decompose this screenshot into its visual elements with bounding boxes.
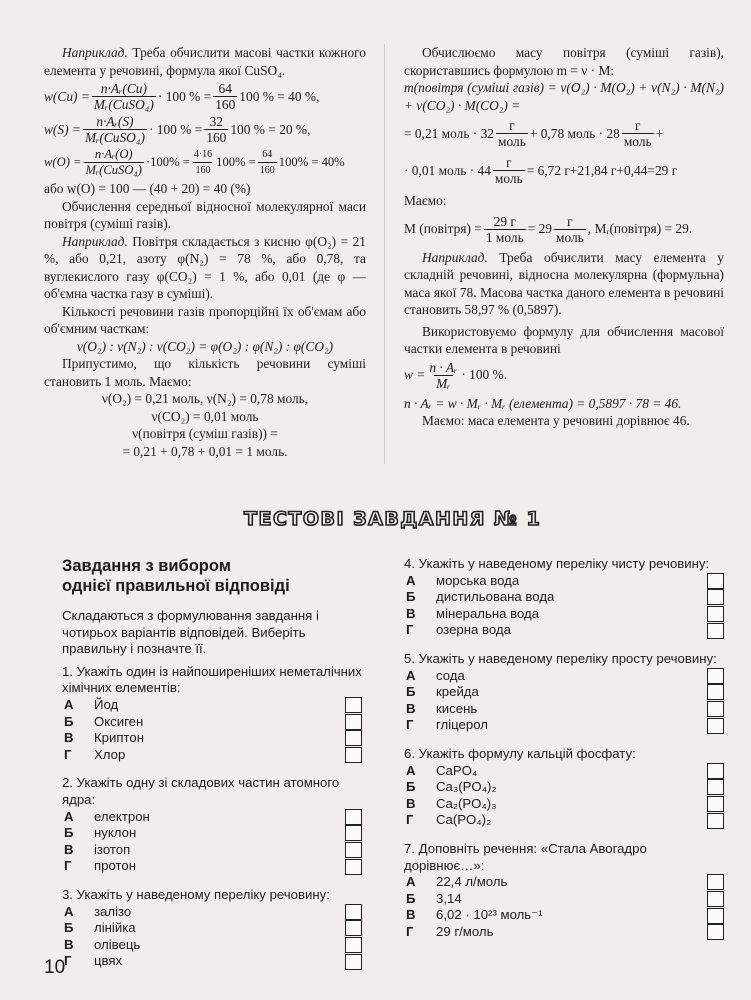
formula-numerator: n · Aᵣ: [429, 359, 458, 375]
formula-end: 100% = 40%: [278, 154, 345, 169]
option-text: кисень: [436, 700, 478, 716]
question-block: [62, 664, 362, 764]
example-lead: Наприклад.: [422, 249, 488, 265]
option-text: крейда: [436, 684, 479, 700]
tests-heading: [62, 556, 362, 596]
answer-checkbox[interactable]: [707, 606, 724, 622]
option-text: 22,4 л/моль: [436, 874, 508, 890]
formula-part: +: [655, 125, 664, 141]
option-letter: В: [64, 841, 74, 857]
question-gap: [62, 763, 362, 775]
formula-numerator: 64: [218, 81, 232, 96]
answer-checkbox[interactable]: [707, 891, 724, 907]
answer-checkbox[interactable]: [707, 701, 724, 717]
theory-right-column: [404, 44, 724, 430]
formula-part: + 0,78 моль · 28: [529, 125, 620, 141]
option-text: гліцерол: [436, 717, 488, 733]
option-letter: Б: [64, 713, 74, 729]
option-text: залізо: [94, 903, 132, 919]
option-letter: Б: [406, 684, 416, 700]
formula-mid: · 100 % =: [157, 88, 212, 104]
tests-heading-line1: Завдання з вибором: [62, 557, 231, 575]
answer-option[interactable]: [404, 874, 724, 891]
answer-option[interactable]: [62, 730, 362, 747]
question-text: 2. Укажіть одну зі складових частин атомного ядра:: [62, 775, 340, 807]
theory-left-column: [44, 44, 366, 460]
answer-option[interactable]: [62, 714, 362, 731]
answer-option[interactable]: [62, 858, 362, 875]
option-text: мінеральна вода: [436, 605, 540, 621]
option-letter: Б: [406, 890, 416, 906]
option-letter: Б: [406, 589, 416, 605]
moles-line-2: ν(CO₂) = 0,01 моль: [151, 408, 259, 424]
answer-option[interactable]: [404, 589, 724, 606]
answer-option[interactable]: [62, 953, 362, 970]
question-gap: [404, 639, 724, 651]
air-mass-heading: Обчислення середньої відносної молекулярної маси повітря (суміші газів).: [44, 198, 366, 231]
example-text: Повітря складається з кисню φ(O₂) = 21 %, або 0,21, азоту φ(N₂) = 78 %, або 0,78, та вуглекислого газу φ(CO₂) = 1 %, або 0,01 (де φ — об'ємна частка газу в суміші).: [44, 233, 366, 301]
option-text: дистильована вода: [436, 589, 555, 605]
formula-part: , Mᵣ(повітря) = 29.: [587, 221, 693, 237]
answer-checkbox[interactable]: [345, 904, 362, 920]
option-letter: В: [406, 907, 416, 923]
option-text: озерна вода: [436, 622, 511, 638]
proportion-text: Кількості речовини газів пропорційні їх об'ємам або об'ємним часткам:: [44, 303, 366, 336]
answer-checkbox[interactable]: [707, 779, 724, 795]
answer-checkbox[interactable]: [707, 813, 724, 829]
option-text: ізотоп: [94, 841, 131, 857]
option-letter: Г: [64, 746, 72, 762]
tests-banner: ТЕСТОВІ ЗАВДАННЯ № 1: [244, 508, 542, 530]
option-text: Оксиген: [94, 713, 144, 729]
formula-end: 100 % = 20 %,: [230, 121, 311, 137]
answer-checkbox[interactable]: [345, 859, 362, 875]
answer-checkbox[interactable]: [707, 718, 724, 734]
answer-checkbox[interactable]: [345, 809, 362, 825]
tests-heading-line2: однієї правильної відповіді: [62, 577, 290, 595]
formula-w-s: [44, 114, 366, 145]
answer-option[interactable]: [62, 842, 362, 859]
option-text: CaPO₄: [436, 762, 478, 778]
formula-denominator: 1 моль: [485, 229, 524, 245]
use-formula-text: Використовуємо формулу для обчислення масової частки елемента в речовині: [404, 323, 724, 356]
question-text: 1. Укажіть один із найпоширеніших неметалічних хімічних елементів:: [62, 663, 362, 696]
answer-checkbox[interactable]: [707, 924, 724, 940]
tests-intro: Складаються з формулювання завдання і чотирьох варіантів відповідей. Виберіть правильну і позначте її.: [62, 608, 319, 657]
question-block: [404, 651, 724, 734]
option-letter: Б: [64, 825, 74, 841]
option-text: нуклон: [94, 825, 137, 841]
assumption-text: Припустимо, що кількість речовини суміші становить 1 моль. Маємо:: [44, 356, 366, 389]
answer-checkbox[interactable]: [707, 908, 724, 924]
option-letter: В: [406, 605, 416, 621]
option-letter: А: [406, 572, 416, 588]
formula-denominator: 160: [206, 130, 227, 145]
option-letter: Г: [406, 717, 414, 733]
element-mass-result: Маємо: маса елемента у речовині дорівнює 46.: [422, 413, 690, 428]
answer-checkbox[interactable]: [707, 589, 724, 605]
example-paragraph-3: [404, 249, 724, 319]
formula-denominator: 160: [258, 162, 277, 178]
option-letter: А: [64, 903, 74, 919]
option-letter: В: [64, 936, 74, 952]
air-mass-calc-1: [404, 118, 724, 149]
formula-numerator: 32: [209, 114, 223, 129]
option-text: 3,14: [436, 890, 462, 906]
formula-lhs: w(O) =: [44, 154, 82, 169]
formula-denominator: 160: [193, 162, 212, 178]
air-mass-calc-2: [404, 155, 724, 186]
answer-checkbox[interactable]: [345, 842, 362, 858]
option-text: 6,02 · 10²³ моль⁻¹: [436, 907, 543, 923]
answer-option[interactable]: [404, 812, 724, 829]
question-block: [404, 556, 724, 639]
answer-checkbox[interactable]: [707, 874, 724, 890]
option-letter: Г: [64, 858, 72, 874]
formula-denominator: моль: [623, 134, 652, 149]
formula-part: = 29: [527, 221, 552, 237]
question-text: 5. Укажіть у наведеному переліку просту речовину:: [404, 650, 717, 666]
formula-w-o: [44, 147, 366, 178]
column-divider: [384, 44, 385, 464]
example-text: Треба обчислити масу елемента у складній речовині, відносна молекулярна (формульна) маса якої 78. Масова частка даного елемента в речовині становить 58,97 % (0,5897).: [404, 249, 724, 317]
formula-denominator: Mᵣ(CuSO₄): [93, 97, 154, 112]
left-question-list: [62, 664, 362, 970]
option-text: протон: [94, 858, 137, 874]
formula-w-cu: [44, 81, 366, 112]
formula-mid: 100% =: [216, 154, 256, 169]
answer-option[interactable]: [62, 937, 362, 954]
answer-checkbox[interactable]: [345, 747, 362, 763]
formula-denominator: моль: [555, 229, 584, 245]
formula-numerator: 4·16: [193, 149, 213, 160]
question-gap: [404, 829, 724, 841]
option-letter: Б: [64, 920, 74, 936]
formula-numerator: 64: [262, 149, 273, 160]
answer-checkbox[interactable]: [707, 796, 724, 812]
formula-denominator: моль: [498, 134, 526, 149]
formula-part: = 6,72 г+21,84 г+0,44=29 г: [526, 162, 678, 178]
option-text: сода: [436, 667, 465, 683]
answer-option[interactable]: [62, 920, 362, 937]
formula-mid: ·100% =: [145, 154, 190, 169]
answer-checkbox[interactable]: [345, 714, 362, 730]
formula-numerator: г: [634, 118, 641, 133]
question-gap: [404, 734, 724, 746]
moles-line-4: = 0,21 + 0,78 + 0,01 = 1 моль.: [122, 443, 288, 459]
answer-checkbox[interactable]: [345, 697, 362, 713]
question-gap: [62, 875, 362, 887]
answer-option[interactable]: [404, 891, 724, 908]
moles-line-3: ν(повітря (суміш газів)) =: [132, 426, 278, 441]
answer-checkbox[interactable]: [345, 954, 362, 970]
answer-checkbox[interactable]: [345, 920, 362, 936]
option-text: лінійка: [94, 920, 136, 936]
answer-checkbox[interactable]: [707, 763, 724, 779]
option-letter: А: [64, 696, 74, 712]
example-text: Треба обчислити масові частки кожного елемента у речовині, формула якої CuSO₄.: [44, 45, 366, 78]
answer-option[interactable]: [404, 907, 724, 924]
formula-denominator: Mᵣ: [436, 375, 451, 391]
option-letter: Б: [406, 779, 416, 795]
formula-numerator: г: [509, 118, 515, 133]
formula-part: M (повітря) =: [404, 221, 482, 237]
answer-option[interactable]: [404, 717, 724, 734]
example-lead: Наприклад.: [62, 45, 128, 60]
question-block: [62, 887, 362, 970]
question-block: [404, 746, 724, 829]
mass-fraction-formula: [404, 360, 724, 391]
formula-denominator: Mᵣ(CuSO₄): [85, 163, 142, 177]
option-letter: Г: [406, 622, 414, 638]
answer-option[interactable]: [62, 809, 362, 826]
answer-option[interactable]: [404, 924, 724, 941]
answer-checkbox[interactable]: [345, 825, 362, 841]
option-text: Ca₃(PO₄)₂: [436, 779, 497, 795]
option-letter: Г: [406, 812, 414, 828]
formula-part: · 100 %.: [461, 367, 508, 383]
option-letter: А: [406, 874, 416, 890]
air-mass-formula: m(повітря (суміші газів) = ν(O₂) · M(O₂) + ν(N₂) · M(N₂) + ν(CO₂) · M(CO₂) =: [404, 80, 724, 113]
element-mass-calc: n · Aᵣ = w · Mᵣ · Mᵣ (елемента) = 0,5897 · 78 = 46.: [404, 395, 682, 411]
option-text: цвях: [94, 953, 123, 969]
answer-checkbox[interactable]: [707, 573, 724, 589]
answer-option[interactable]: [404, 668, 724, 685]
formula-denominator: Mᵣ(CuSO₄): [84, 130, 145, 145]
answer-checkbox[interactable]: [345, 730, 362, 746]
formula-end: 100 % = 40 %,: [239, 88, 320, 104]
formula-denominator: моль: [494, 171, 523, 186]
formula-part: · 0,01 моль · 44: [404, 162, 491, 178]
tests-right-column: [404, 556, 724, 940]
option-letter: В: [64, 730, 74, 746]
answer-option[interactable]: [62, 825, 362, 842]
question-text: 7. Доповніть речення: «Стала Авогадро дорівнює…»:: [404, 840, 647, 873]
answer-option[interactable]: [404, 684, 724, 701]
answer-option[interactable]: [404, 701, 724, 718]
tests-left-column: [62, 556, 362, 970]
option-letter: В: [406, 795, 416, 811]
answer-option[interactable]: [404, 779, 724, 796]
air-molar-mass: [404, 214, 724, 245]
question-block: [404, 841, 724, 941]
option-letter: А: [64, 808, 74, 824]
oxygen-result: або w(O) = 100 — (40 + 20) = 40 (%): [44, 181, 251, 196]
formula-numerator: n·Aᵣ(Cu): [100, 81, 147, 96]
option-text: 29 г/моль: [436, 923, 494, 939]
option-letter: А: [406, 667, 416, 683]
question-text: 4. Укажіть у наведеному переліку чисту речовину:: [404, 556, 710, 571]
option-letter: Г: [64, 953, 72, 969]
formula-numerator: n·Aᵣ(O): [94, 147, 133, 161]
option-text: Криптон: [94, 730, 145, 746]
option-letter: Г: [406, 923, 414, 939]
answer-option[interactable]: [62, 904, 362, 921]
option-text: Ca₂(PO₄)₃: [436, 795, 497, 811]
answer-option[interactable]: [404, 606, 724, 623]
answer-checkbox[interactable]: [345, 937, 362, 953]
option-text: Хлор: [94, 746, 126, 762]
option-letter: А: [406, 762, 416, 778]
option-text: Ca(PO₄)₂: [436, 812, 492, 828]
air-mass-text: Обчислюємо масу повітря (суміші газів), скориставшись формулою m = ν · M:: [404, 45, 724, 78]
option-text: електрон: [94, 808, 150, 824]
formula-part: = 0,21 моль · 32: [404, 125, 495, 141]
formula-lhs: w(Cu) =: [44, 88, 90, 104]
formula-numerator: n·Aᵣ(S): [96, 114, 134, 129]
proportion-formula: ν(O₂) : ν(N₂) : ν(CO₂) = φ(O₂) : φ(N₂) : φ(CO₂): [76, 338, 334, 354]
answer-option[interactable]: [404, 573, 724, 590]
answer-checkbox[interactable]: [707, 668, 724, 684]
example-paragraph-2: [44, 233, 366, 303]
option-letter: В: [406, 700, 416, 716]
moles-line-1: ν(O₂) = 0,21 моль, ν(N₂) = 0,78 моль,: [101, 391, 309, 406]
option-text: Йод: [94, 696, 119, 712]
formula-lhs: w(S) =: [44, 121, 81, 137]
answer-option[interactable]: [404, 763, 724, 780]
answer-option[interactable]: [62, 747, 362, 764]
right-question-list: [404, 556, 724, 940]
answer-option[interactable]: [404, 796, 724, 813]
have-label: Маємо:: [404, 193, 447, 208]
page-number: 10: [44, 957, 66, 978]
option-text: олівець: [94, 936, 141, 952]
example-paragraph-1: [44, 44, 366, 79]
question-text: 3. Укажіть у наведеному переліку речовину:: [62, 886, 330, 902]
answer-option[interactable]: [62, 697, 362, 714]
formula-denominator: 160: [215, 97, 236, 112]
example-lead: Наприклад.: [62, 233, 128, 249]
question-block: [62, 775, 362, 875]
formula-numerator: г: [506, 155, 512, 170]
formula-mid: · 100 % =: [148, 121, 203, 137]
question-text: 6. Укажіть формулу кальцій фосфату:: [404, 745, 636, 761]
option-text: морська вода: [436, 572, 520, 588]
answer-checkbox[interactable]: [707, 623, 724, 639]
formula-numerator: г: [567, 213, 573, 229]
answer-option[interactable]: [404, 622, 724, 639]
formula-part: w =: [404, 367, 426, 383]
answer-checkbox[interactable]: [707, 684, 724, 700]
formula-numerator: 29 г: [493, 213, 516, 229]
